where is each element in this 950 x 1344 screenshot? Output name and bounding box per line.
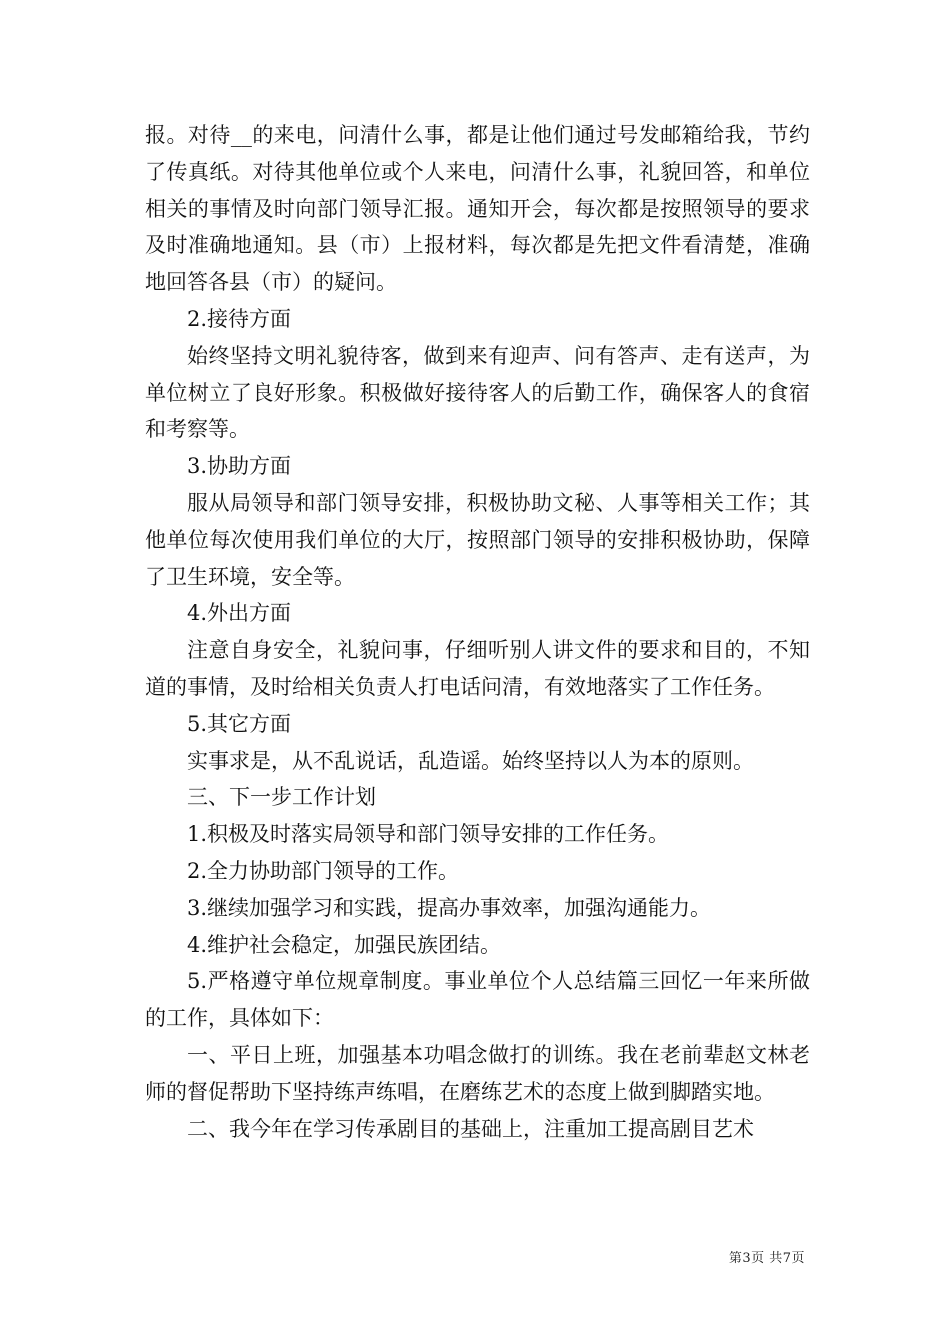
plan-item-2: 2.全力协助部门领导的工作。	[187, 858, 460, 883]
plan-item-4: 4.维护社会稳定，加强民族团结。	[187, 932, 502, 957]
paragraph-outings: 注意自身安全，礼貌问事，仔细听别人讲文件的要求和目的，不知道的事情，及时给相关负责人打电话问清，有效地落实了工作任务。	[145, 638, 810, 699]
paragraph-assistance: 服从局领导和部门领导安排，积极协助文秘、人事等相关工作；其他单位每次使用我们单位的大厅，按照部门领导的安排积极协助，保障了卫生环境，安全等。	[145, 490, 810, 589]
paragraph-other: 实事求是，从不乱说话，乱造谣。始终坚持以人为本的原则。	[187, 748, 754, 773]
paragraph-training: 一、平日上班，加强基本功唱念做打的训练。我在老前辈赵文林老师的督促帮助下坚持练声练唱，在磨练艺术的态度上做到脚踏实地。	[145, 1042, 810, 1104]
paragraph-repertoire: 二、我今年在学习传承剧目的基础上，注重加工提高剧目艺术	[187, 1116, 754, 1141]
page-number: 第3页 共7页	[728, 1251, 805, 1266]
heading-outings: 4.外出方面	[187, 601, 292, 626]
heading-next-steps: 三、下一步工作计划	[187, 785, 376, 810]
heading-other: 5.其它方面	[187, 711, 292, 736]
heading-reception: 2.接待方面	[187, 306, 292, 331]
paragraph-reception: 始终坚持文明礼貌待客，做到来有迎声、问有答声、走有送声，为单位树立了良好形象。积极做好接待客人的后勤工作，确保客人的食宿和考察等。	[145, 343, 810, 442]
plan-item-1: 1.积极及时落实局领导和部门领导安排的工作任务。	[187, 822, 670, 847]
plan-item-3: 3.继续加强学习和实践，提高办事效率，加强沟通能力。	[187, 895, 712, 920]
document-body	[145, 117, 810, 1147]
plan-item-5: 5.严格遵守单位规章制度。事业单位个人总结篇三回忆一年来所做的工作，具体如下：	[145, 969, 810, 1031]
heading-assistance: 3.协助方面	[187, 454, 292, 479]
paragraph-continuation: 报。对待__的来电，问清什么事，都是让他们通过号发邮箱给我，节约了传真纸。对待其他单位或个人来电，问清什么事，礼貌回答，和单位相关的事情及时向部门领导汇报。通知开会，每次都是按照领导的要求及时准确地通知。县（市）上报材料，每次都是先把文件看清楚，准确地回答各县（市）的疑问。	[145, 123, 810, 295]
